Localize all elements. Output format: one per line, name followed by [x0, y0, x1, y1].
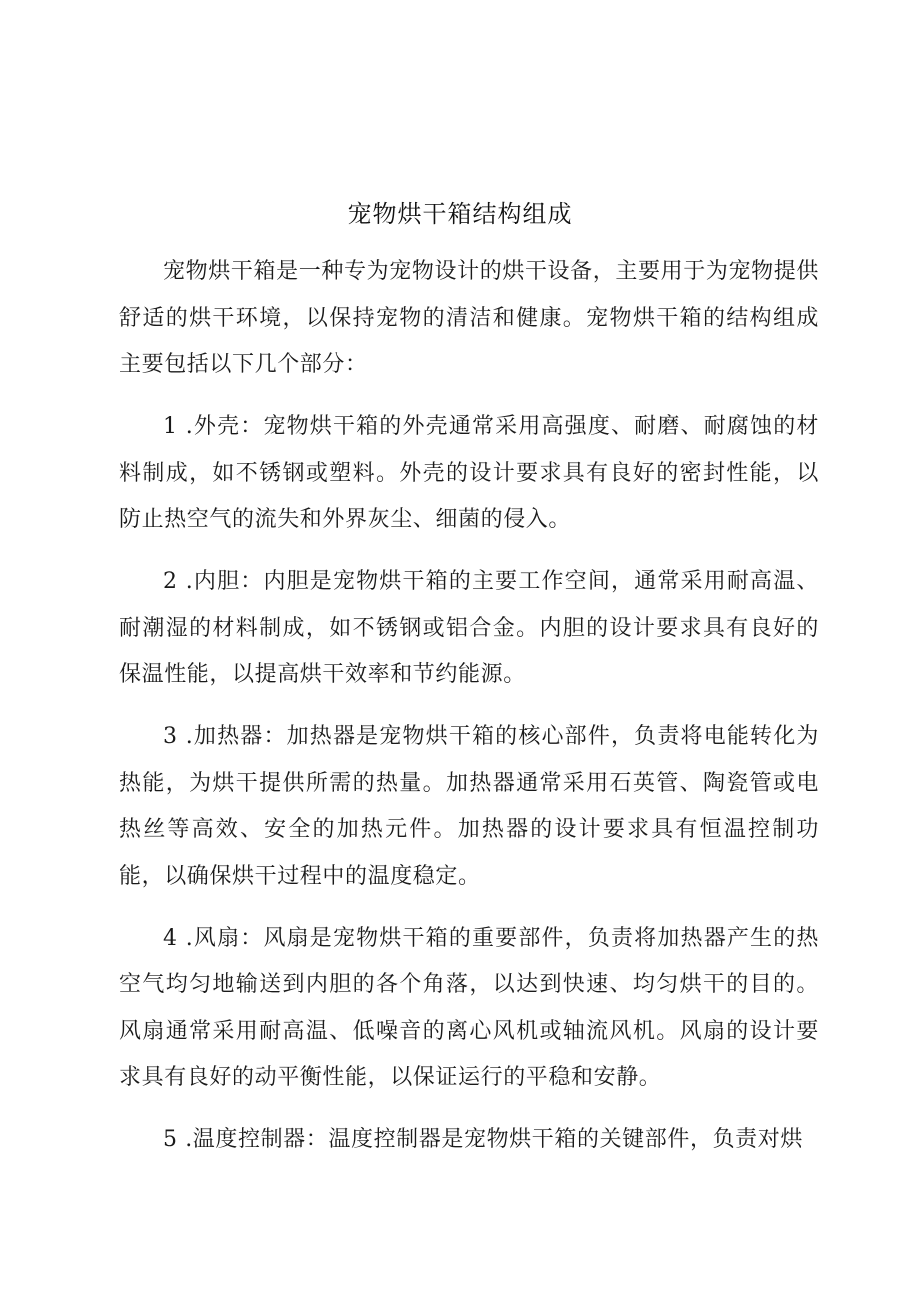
paragraph-shell: 1 .外壳：宠物烘干箱的外壳通常采用高强度、耐磨、耐腐蚀的材料制成，如不锈钢或塑料。外壳的设计要求具有良好的密封性能，以防止热空气的流失和外界灰尘、细菌的侵入。	[119, 414, 819, 532]
paragraph-fan: 4 .风扇：风扇是宠物烘干箱的重要部件，负责将加热器产生的热空气均匀地输送到内胆的各个角落，以达到快速、均匀烘干的目的。风扇通常采用耐高温、低噪音的离心风机或轴流风机。风扇的设计要求具有良好的动平衡性能，以保证运行的平稳和安静。	[119, 925, 819, 1090]
paragraph-intro: 宠物烘干箱是一种专为宠物设计的烘干设备，主要用于为宠物提供舒适的烘干环境，以保持宠物的清洁和健康。宠物烘干箱的结构组成主要包括以下几个部分：	[119, 259, 819, 377]
paragraph-heater: 3 .加热器：加热器是宠物烘干箱的核心部件，负责将电能转化为热能，为烘干提供所需的热量。加热器通常采用石英管、陶瓷管或电热丝等高效、安全的加热元件。加热器的设计要求具有恒温控制功能，以确保烘干过程中的温度稳定。	[119, 724, 819, 889]
document-title: 宠物烘干箱结构组成	[347, 200, 573, 228]
document-body	[119, 249, 819, 1164]
paragraph-liner: 2 .内胆：内胆是宠物烘干箱的主要工作空间，通常采用耐高温、耐潮湿的材料制成，如不锈钢或铝合金。内胆的设计要求具有良好的保温性能，以提高烘干效率和节约能源。	[119, 569, 819, 687]
paragraph-temperature-controller: 5 .温度控制器：温度控制器是宠物烘干箱的关键部件，负责对烘	[163, 1127, 803, 1152]
